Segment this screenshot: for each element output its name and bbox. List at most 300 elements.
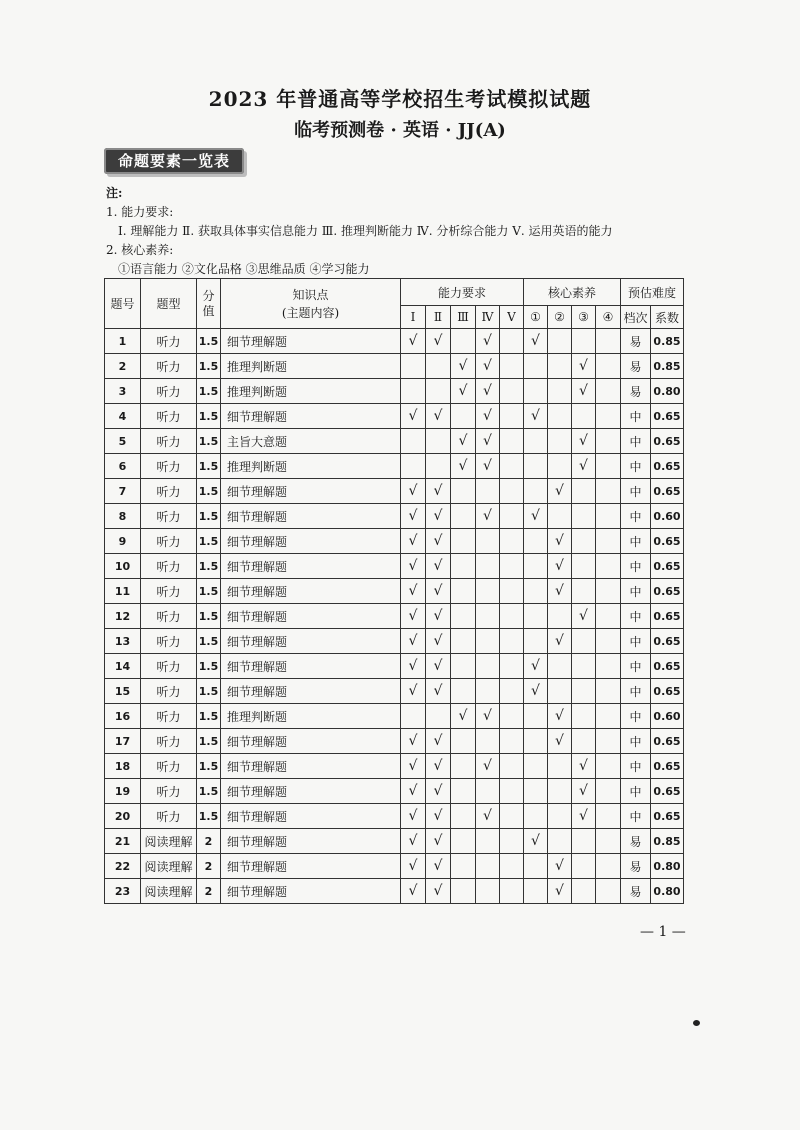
check-mark: √ (408, 483, 418, 499)
cell-literacy-1 (524, 329, 548, 354)
check-mark: √ (408, 783, 418, 799)
cell-number: 3 (105, 379, 141, 404)
cell-literacy-2 (548, 354, 572, 379)
cell-ability-2 (426, 729, 451, 754)
cell-ability-1 (401, 554, 426, 579)
cell-type: 听力 (141, 404, 197, 429)
cell-ability-4 (476, 504, 500, 529)
check-mark: √ (483, 433, 492, 449)
cell-score: 1.5 (197, 679, 221, 704)
cell-literacy-3 (572, 404, 596, 429)
cell-literacy-2 (548, 679, 572, 704)
section-banner: 命题要素一览表 (104, 148, 244, 174)
check-mark: √ (531, 408, 540, 424)
cell-topic: 细节理解题 (221, 629, 401, 654)
cell-ability-4 (476, 779, 500, 804)
cell-type: 听力 (141, 454, 197, 479)
cell-ability-2 (426, 479, 451, 504)
cell-ability-5 (500, 604, 524, 629)
check-mark: √ (433, 558, 443, 574)
cell-number: 18 (105, 754, 141, 779)
cell-topic: 推理判断题 (221, 704, 401, 729)
cell-ability-3 (451, 429, 476, 454)
page-title: 2023 年普通高等学校招生考试模拟试题 (208, 87, 592, 111)
cell-topic: 推理判断题 (221, 354, 401, 379)
cell-literacy-4 (596, 504, 621, 529)
table-row (105, 479, 684, 504)
cell-ability-1 (401, 779, 426, 804)
check-mark: √ (483, 333, 492, 349)
notes (106, 184, 706, 279)
cell-ability-5 (500, 779, 524, 804)
cell-coef: 0.65 (651, 604, 684, 629)
check-mark: √ (433, 883, 443, 899)
cell-literacy-1 (524, 854, 548, 879)
cell-literacy-4 (596, 429, 621, 454)
check-mark: √ (458, 433, 468, 449)
cell-coef: 0.60 (651, 704, 684, 729)
cell-type: 听力 (141, 504, 197, 529)
cell-level: 中 (621, 629, 651, 654)
table-row (105, 579, 684, 604)
cell-literacy-3 (572, 329, 596, 354)
cell-ability-2 (426, 654, 451, 679)
cell-literacy-4 (596, 404, 621, 429)
header-number: 题号 (105, 279, 141, 329)
check-mark: √ (433, 658, 443, 674)
cell-score: 1.5 (197, 404, 221, 429)
cell-ability-5 (500, 454, 524, 479)
cell-literacy-2 (548, 629, 572, 654)
cell-ability-5 (500, 354, 524, 379)
cell-literacy-2 (548, 829, 572, 854)
cell-coef: 0.80 (651, 854, 684, 879)
table-row (105, 854, 684, 879)
header-difficulty: 预估难度 (621, 279, 684, 306)
cell-ability-4 (476, 754, 500, 779)
check-mark: √ (458, 458, 468, 474)
cell-ability-3 (451, 479, 476, 504)
cell-topic: 细节理解题 (221, 329, 401, 354)
cell-score: 1.5 (197, 454, 221, 479)
cell-ability-1 (401, 479, 426, 504)
check-mark: √ (408, 808, 418, 824)
cell-literacy-3 (572, 529, 596, 554)
cell-ability-3 (451, 454, 476, 479)
cell-score: 1.5 (197, 704, 221, 729)
cell-ability-4 (476, 479, 500, 504)
notes-literacy-heading: 2. 核心素养: (106, 243, 174, 257)
cell-ability-1 (401, 329, 426, 354)
cell-literacy-2 (548, 454, 572, 479)
check-mark: √ (579, 608, 588, 624)
cell-literacy-3 (572, 879, 596, 904)
cell-ability-4 (476, 454, 500, 479)
cell-level: 中 (621, 529, 651, 554)
cell-score: 1.5 (197, 554, 221, 579)
check-mark: √ (408, 883, 418, 899)
cell-ability-3 (451, 879, 476, 904)
cell-ability-3 (451, 529, 476, 554)
cell-literacy-4 (596, 779, 621, 804)
cell-literacy-3 (572, 379, 596, 404)
cell-ability-4 (476, 604, 500, 629)
cell-ability-3 (451, 604, 476, 629)
cell-literacy-3 (572, 604, 596, 629)
table-row (105, 879, 684, 904)
cell-type: 听力 (141, 429, 197, 454)
header-level: 档次 (621, 306, 651, 329)
cell-literacy-2 (548, 879, 572, 904)
check-mark: √ (408, 858, 418, 874)
cell-literacy-1 (524, 829, 548, 854)
cell-topic: 细节理解题 (221, 504, 401, 529)
cell-ability-1 (401, 379, 426, 404)
cell-literacy-2 (548, 604, 572, 629)
cell-number: 20 (105, 804, 141, 829)
check-mark: √ (433, 483, 443, 499)
cell-literacy-1 (524, 354, 548, 379)
header-literacy-2: ② (548, 306, 572, 329)
cell-ability-1 (401, 529, 426, 554)
cell-number: 10 (105, 554, 141, 579)
check-mark: √ (483, 383, 492, 399)
check-mark: √ (433, 608, 443, 624)
cell-topic: 细节理解题 (221, 804, 401, 829)
cell-level: 中 (621, 404, 651, 429)
cell-literacy-4 (596, 554, 621, 579)
cell-level: 中 (621, 504, 651, 529)
cell-coef: 0.80 (651, 879, 684, 904)
cell-coef: 0.65 (651, 804, 684, 829)
cell-ability-4 (476, 379, 500, 404)
cell-literacy-3 (572, 354, 596, 379)
cell-type: 阅读理解 (141, 879, 197, 904)
check-mark: √ (555, 483, 564, 499)
cell-type: 听力 (141, 554, 197, 579)
cell-literacy-4 (596, 679, 621, 704)
cell-level: 中 (621, 729, 651, 754)
cell-ability-5 (500, 654, 524, 679)
cell-literacy-2 (548, 529, 572, 554)
check-mark: √ (408, 533, 418, 549)
check-mark: √ (433, 783, 443, 799)
cell-ability-2 (426, 854, 451, 879)
cell-number: 9 (105, 529, 141, 554)
cell-ability-2 (426, 529, 451, 554)
cell-topic: 细节理解题 (221, 604, 401, 629)
cell-literacy-2 (548, 379, 572, 404)
cell-number: 22 (105, 854, 141, 879)
check-mark: √ (531, 833, 540, 849)
cell-type: 听力 (141, 379, 197, 404)
cell-ability-4 (476, 879, 500, 904)
cell-literacy-1 (524, 579, 548, 604)
check-mark: √ (483, 708, 492, 724)
cell-number: 17 (105, 729, 141, 754)
cell-level: 易 (621, 829, 651, 854)
table-row (105, 654, 684, 679)
cell-ability-4 (476, 354, 500, 379)
cell-score: 1.5 (197, 329, 221, 354)
cell-literacy-1 (524, 404, 548, 429)
cell-level: 中 (621, 479, 651, 504)
cell-ability-5 (500, 504, 524, 529)
check-mark: √ (408, 583, 418, 599)
check-mark: √ (458, 383, 468, 399)
cell-ability-2 (426, 504, 451, 529)
cell-ability-1 (401, 704, 426, 729)
cell-literacy-1 (524, 479, 548, 504)
cell-coef: 0.65 (651, 529, 684, 554)
check-mark: √ (579, 383, 588, 399)
cell-number: 4 (105, 404, 141, 429)
cell-literacy-2 (548, 554, 572, 579)
check-mark: √ (433, 833, 443, 849)
check-mark: √ (483, 758, 492, 774)
cell-literacy-2 (548, 504, 572, 529)
cell-literacy-4 (596, 329, 621, 354)
cell-literacy-4 (596, 654, 621, 679)
cell-type: 听力 (141, 679, 197, 704)
cell-coef: 0.65 (651, 454, 684, 479)
cell-literacy-3 (572, 629, 596, 654)
cell-number: 7 (105, 479, 141, 504)
check-mark: √ (483, 808, 492, 824)
cell-ability-3 (451, 854, 476, 879)
cell-coef: 0.65 (651, 779, 684, 804)
header-ability-4: Ⅳ (476, 306, 500, 329)
cell-coef: 0.85 (651, 354, 684, 379)
cell-ability-5 (500, 404, 524, 429)
cell-topic: 细节理解题 (221, 679, 401, 704)
cell-level: 易 (621, 854, 651, 879)
cell-topic: 细节理解题 (221, 554, 401, 579)
cell-ability-2 (426, 379, 451, 404)
check-mark: √ (408, 833, 418, 849)
table-row (105, 754, 684, 779)
cell-ability-4 (476, 854, 500, 879)
cell-literacy-4 (596, 604, 621, 629)
cell-ability-1 (401, 579, 426, 604)
check-mark: √ (483, 408, 492, 424)
cell-level: 中 (621, 554, 651, 579)
check-mark: √ (579, 458, 588, 474)
cell-ability-2 (426, 454, 451, 479)
header-ability-1: Ⅰ (401, 306, 426, 329)
cell-literacy-2 (548, 729, 572, 754)
cell-literacy-3 (572, 654, 596, 679)
header-ability-2: Ⅱ (426, 306, 451, 329)
cell-literacy-4 (596, 704, 621, 729)
table-row (105, 829, 684, 854)
cell-literacy-1 (524, 779, 548, 804)
cell-ability-2 (426, 329, 451, 354)
cell-level: 中 (621, 679, 651, 704)
cell-literacy-4 (596, 729, 621, 754)
cell-topic: 细节理解题 (221, 879, 401, 904)
check-mark: √ (458, 358, 468, 374)
cell-literacy-3 (572, 479, 596, 504)
cell-number: 1 (105, 329, 141, 354)
check-mark: √ (408, 683, 418, 699)
cell-ability-5 (500, 529, 524, 554)
cell-type: 听力 (141, 529, 197, 554)
cell-ability-3 (451, 754, 476, 779)
cell-literacy-2 (548, 429, 572, 454)
cell-ability-5 (500, 704, 524, 729)
cell-literacy-2 (548, 329, 572, 354)
table-row (105, 379, 684, 404)
cell-literacy-4 (596, 629, 621, 654)
header-literacy-4: ④ (596, 306, 621, 329)
cell-ability-4 (476, 679, 500, 704)
check-mark: √ (433, 583, 443, 599)
cell-literacy-1 (524, 504, 548, 529)
check-mark: √ (433, 633, 443, 649)
cell-score: 2 (197, 829, 221, 854)
cell-number: 23 (105, 879, 141, 904)
cell-number: 11 (105, 579, 141, 604)
cell-topic: 推理判断题 (221, 379, 401, 404)
cell-ability-2 (426, 829, 451, 854)
cell-literacy-3 (572, 454, 596, 479)
check-mark: √ (555, 633, 564, 649)
cell-topic: 细节理解题 (221, 754, 401, 779)
check-mark: √ (579, 758, 588, 774)
cell-ability-1 (401, 404, 426, 429)
cell-level: 易 (621, 354, 651, 379)
cell-literacy-3 (572, 829, 596, 854)
cell-ability-1 (401, 879, 426, 904)
cell-ability-2 (426, 429, 451, 454)
check-mark: √ (408, 408, 418, 424)
cell-ability-5 (500, 379, 524, 404)
check-mark: √ (408, 558, 418, 574)
cell-literacy-1 (524, 604, 548, 629)
cell-literacy-4 (596, 379, 621, 404)
check-mark: √ (408, 333, 418, 349)
cell-literacy-4 (596, 529, 621, 554)
cell-literacy-1 (524, 754, 548, 779)
cell-ability-3 (451, 554, 476, 579)
header-ability-3: Ⅲ (451, 306, 476, 329)
cell-ability-2 (426, 554, 451, 579)
cell-ability-5 (500, 804, 524, 829)
cell-coef: 0.65 (651, 404, 684, 429)
cell-type: 听力 (141, 654, 197, 679)
cell-number: 2 (105, 354, 141, 379)
cell-ability-3 (451, 354, 476, 379)
check-mark: √ (433, 333, 443, 349)
cell-literacy-3 (572, 854, 596, 879)
cell-literacy-3 (572, 579, 596, 604)
table-row (105, 354, 684, 379)
cell-ability-4 (476, 654, 500, 679)
cell-ability-4 (476, 804, 500, 829)
cell-coef: 0.65 (651, 729, 684, 754)
cell-coef: 0.65 (651, 579, 684, 604)
cell-score: 1.5 (197, 429, 221, 454)
cell-topic: 细节理解题 (221, 579, 401, 604)
cell-score: 1.5 (197, 529, 221, 554)
cell-score: 1.5 (197, 779, 221, 804)
cell-number: 6 (105, 454, 141, 479)
check-mark: √ (483, 458, 492, 474)
cell-level: 中 (621, 429, 651, 454)
ink-dot (693, 1020, 700, 1026)
cell-level: 易 (621, 879, 651, 904)
cell-coef: 0.65 (651, 654, 684, 679)
table-row (105, 629, 684, 654)
table-row (105, 504, 684, 529)
cell-score: 1.5 (197, 804, 221, 829)
cell-coef: 0.65 (651, 629, 684, 654)
cell-ability-1 (401, 729, 426, 754)
cell-ability-2 (426, 579, 451, 604)
table-row (105, 779, 684, 804)
cell-ability-1 (401, 504, 426, 529)
check-mark: √ (555, 883, 564, 899)
cell-topic: 细节理解题 (221, 654, 401, 679)
cell-type: 听力 (141, 629, 197, 654)
cell-level: 易 (621, 379, 651, 404)
cell-ability-5 (500, 554, 524, 579)
header-literacy: 核心素养 (524, 279, 621, 306)
header-literacy-1: ① (524, 306, 548, 329)
cell-ability-3 (451, 804, 476, 829)
check-mark: √ (483, 508, 492, 524)
cell-score: 1.5 (197, 754, 221, 779)
cell-type: 听力 (141, 579, 197, 604)
cell-score: 1.5 (197, 654, 221, 679)
cell-number: 12 (105, 604, 141, 629)
cell-literacy-3 (572, 429, 596, 454)
cell-coef: 0.85 (651, 329, 684, 354)
cell-topic: 细节理解题 (221, 529, 401, 554)
cell-ability-4 (476, 829, 500, 854)
cell-ability-2 (426, 779, 451, 804)
check-mark: √ (433, 733, 443, 749)
check-mark: √ (433, 683, 443, 699)
cell-ability-5 (500, 479, 524, 504)
cell-coef: 0.65 (651, 754, 684, 779)
cell-ability-5 (500, 729, 524, 754)
cell-literacy-1 (524, 804, 548, 829)
cell-level: 中 (621, 654, 651, 679)
cell-ability-5 (500, 629, 524, 654)
check-mark: √ (555, 733, 564, 749)
check-mark: √ (579, 358, 588, 374)
cell-literacy-1 (524, 454, 548, 479)
cell-literacy-4 (596, 854, 621, 879)
cell-literacy-4 (596, 754, 621, 779)
cell-type: 听力 (141, 754, 197, 779)
cell-ability-1 (401, 654, 426, 679)
header-type: 题型 (141, 279, 197, 329)
cell-coef: 0.65 (651, 679, 684, 704)
cell-ability-3 (451, 404, 476, 429)
check-mark: √ (408, 733, 418, 749)
cell-score: 2 (197, 854, 221, 879)
table-row (105, 554, 684, 579)
cell-literacy-4 (596, 479, 621, 504)
cell-type: 听力 (141, 704, 197, 729)
cell-ability-1 (401, 604, 426, 629)
table-row (105, 404, 684, 429)
header-knowledge-sub: (主题内容) (281, 305, 340, 320)
cell-ability-2 (426, 879, 451, 904)
